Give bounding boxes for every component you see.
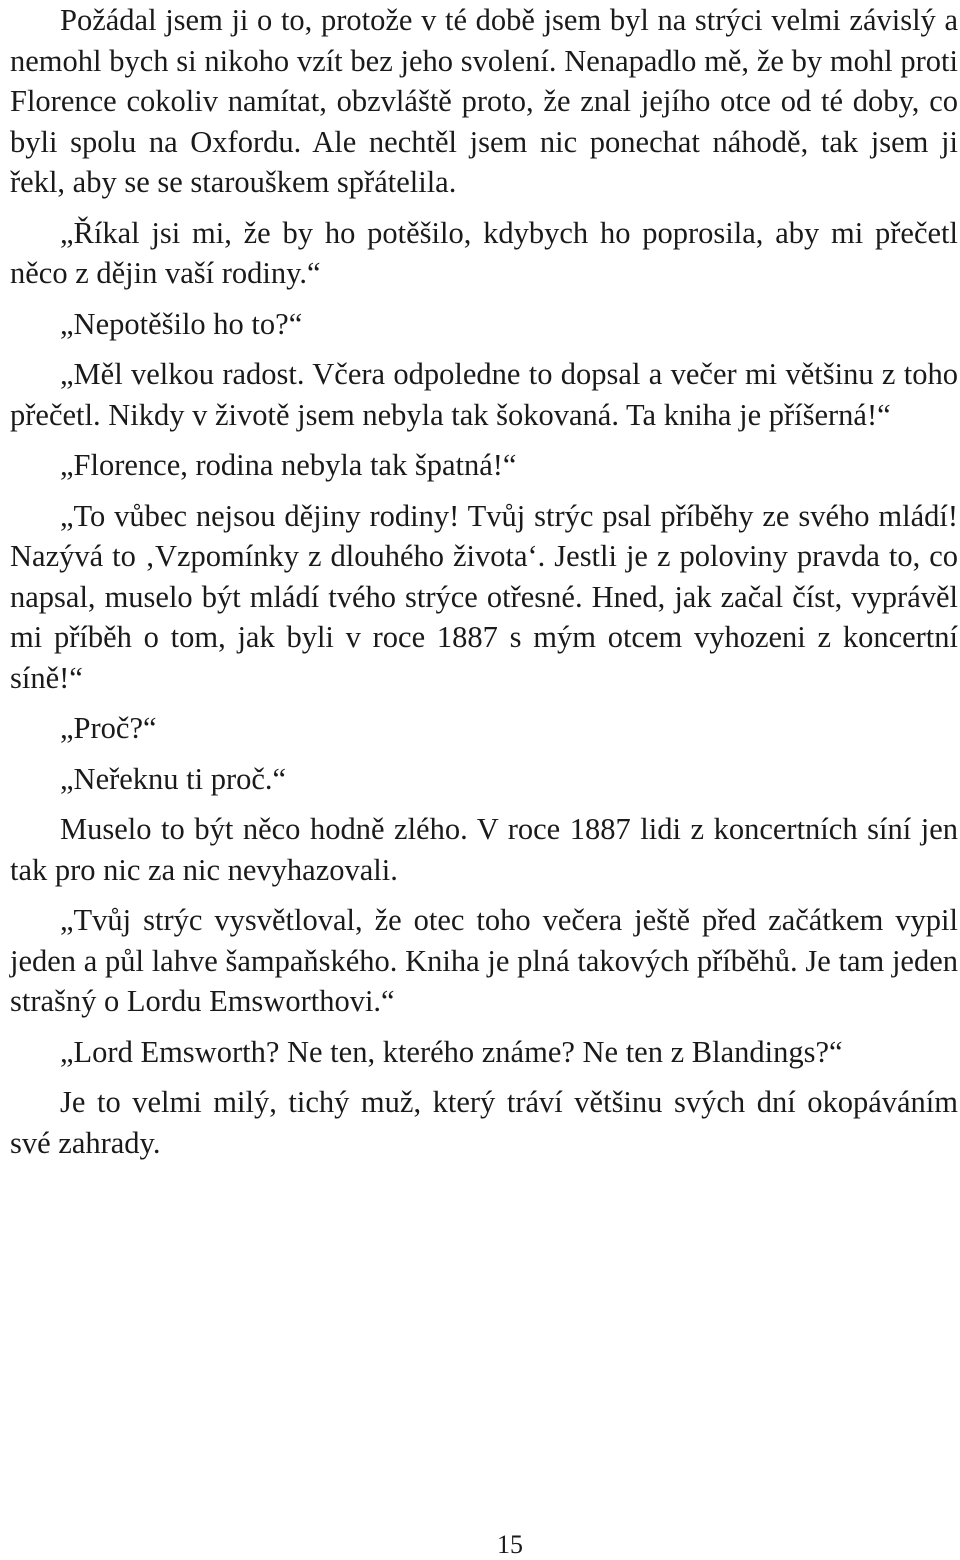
page-number: 15: [497, 1530, 523, 1559]
paragraph-1: Požádal jsem ji o to, protože v té době jsem byl na strýci velmi závislý a nemohl bych si nikoho vzít bez jeho svolení. Nenapadlo mě, že by mohl proti Florence cokoliv namítat, obzvláště proto, že znal jejího otce od té doby, co byli spolu na Oxfordu. Ale nechtěl jsem nic ponechat náhodě, tak jsem ji řekl, aby se se starouškem spřátelila.: [10, 3, 958, 199]
paragraph-9: Muselo to být něco hodně zlého. V roce 1887 lidi z koncertních síní jen tak pro nic za nic nevyhazovali.: [10, 812, 958, 887]
paragraph-8: „Neřeknu ti proč.“: [60, 761, 287, 796]
paragraph-10: „Tvůj strýc vysvětloval, že otec toho večera ještě před začátkem vypil jeden a půl lahve šampaňského. Kniha je plná takových příběhů. Je tam jeden strašný o Lordu Emsworthovi.“: [10, 903, 958, 1018]
paragraph-4: „Měl velkou radost. Včera odpoledne to dopsal a večer mi většinu z toho přečetl. Nikdy v životě jsem nebyla tak šokovaná. Ta kniha je příšerná!“: [10, 357, 958, 432]
paragraph-2: „Říkal jsi mi, že by ho potěšilo, kdybych ho poprosila, aby mi přečetl něco z dějin vaší rodiny.“: [10, 215, 958, 290]
paragraph-6: „To vůbec nejsou dějiny rodiny! Tvůj strýc psal příběhy ze svého mládí! Nazývá to ‚Vzpomínky z dlouhého života‘. Jestli je z poloviny pravda to, co napsal, muselo být mládí tvého strýce otřesné. Hned, jak začal číst, vyprávěl mi příběh o tom, jak byli v roce 1887 s mým otcem vyhozeni z koncertní síně!“: [10, 498, 958, 695]
paragraph-11: „Lord Emsworth? Ne ten, kterého známe? Ne ten z Blandings?“: [60, 1034, 843, 1069]
paragraph-3: „Nepotěšilo ho to?“: [60, 306, 303, 341]
paragraph-7: „Proč?“: [60, 711, 157, 745]
paragraph-12: Je to velmi milý, tichý muž, který tráví většinu svých dní okopáváním své zahrady.: [10, 1085, 958, 1160]
page-body: [10, 0, 958, 1173]
paragraph-5: „Florence, rodina nebyla tak špatná!“: [60, 448, 517, 482]
